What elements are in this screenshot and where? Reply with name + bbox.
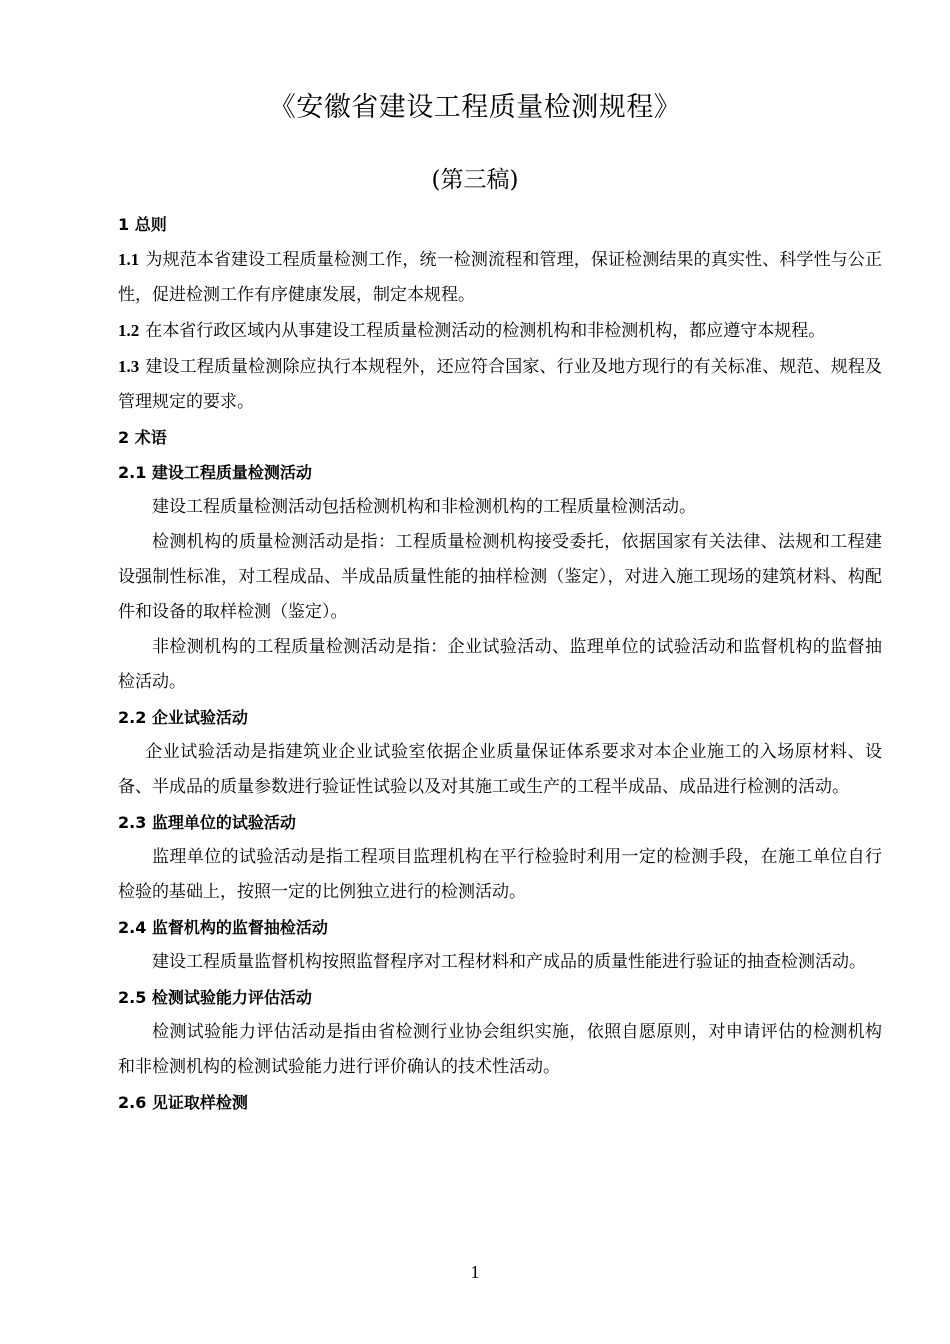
clause-1-2 bbox=[118, 313, 882, 349]
subsection-heading-2-4: 2.4 监督机构的监督抽检活动 bbox=[118, 918, 328, 937]
subsection-heading-2-6: 2.6 见证取样检测 bbox=[118, 1093, 248, 1112]
document-body bbox=[118, 207, 882, 1120]
section-heading-2: 2 术语 bbox=[118, 428, 167, 447]
clause-1-3 bbox=[118, 349, 882, 420]
clause-number: 1.2 bbox=[118, 321, 140, 340]
document-title: 《安徽省建设工程质量检测规程》 bbox=[268, 92, 682, 123]
page-number: 1 bbox=[470, 1262, 480, 1282]
subsection-heading-2-2: 2.2 企业试验活动 bbox=[118, 708, 248, 727]
clause-1-1 bbox=[118, 242, 882, 313]
clause-text: 为规范本省建设工程质量检测工作，统一检测流程和管理，保证检测结果的真实性、科学性与公正性，促进检测工作有序健康发展，制定本规程。 bbox=[118, 250, 882, 305]
document-subtitle: (第三稿) bbox=[431, 167, 519, 193]
clause-number: 1.1 bbox=[118, 250, 140, 269]
paragraph-2-1-c: 非检测机构的工程质量检测活动是指：企业试验活动、监理单位的试验活动和监督机构的监督抽检活动。 bbox=[118, 637, 882, 692]
paragraph-2-3: 监理单位的试验活动是指工程项目监理机构在平行检验时利用一定的检测手段，在施工单位自行检验的基础上，按照一定的比例独立进行的检测活动。 bbox=[118, 847, 882, 902]
paragraph-2-2: 企业试验活动是指建筑业企业试验室依据企业质量保证体系要求对本企业施工的入场原材料、设备、半成品的质量参数进行验证性试验以及对其施工或生产的工程半成品、成品进行检测的活动。 bbox=[118, 742, 882, 797]
section-heading-1: 1 总则 bbox=[118, 215, 167, 234]
subsection-heading-2-3: 2.3 监理单位的试验活动 bbox=[118, 813, 296, 832]
paragraph-2-1-b: 检测机构的质量检测活动是指：工程质量检测机构接受委托，依据国家有关法律、法规和工程建设强制性标准，对工程成品、半成品质量性能的抽样检测（鉴定），对进入施工现场的建筑材料、构配件和设备的取样检测（鉴定）。 bbox=[118, 532, 882, 622]
paragraph-2-5: 检测试验能力评估活动是指由省检测行业协会组织实施，依照自愿原则，对申请评估的检测机构和非检测机构的检测试验能力进行评价确认的技术性活动。 bbox=[118, 1022, 882, 1077]
subsection-heading-2-5: 2.5 检测试验能力评估活动 bbox=[118, 988, 312, 1007]
clause-number: 1.3 bbox=[118, 357, 140, 376]
subsection-heading-2-1: 2.1 建设工程质量检测活动 bbox=[118, 463, 312, 482]
paragraph-2-4: 建设工程质量监督机构按照监督程序对工程材料和产成品的质量性能进行验证的抽查检测活动。 bbox=[152, 952, 866, 972]
clause-text: 在本省行政区域内从事建设工程质量检测活动的检测机构和非检测机构，都应遵守本规程。 bbox=[145, 321, 826, 341]
clause-text: 建设工程质量检测除应执行本规程外，还应符合国家、行业及地方现行的有关标准、规范、规程及管理规定的要求。 bbox=[118, 357, 882, 412]
paragraph-2-1-a: 建设工程质量检测活动包括检测机构和非检测机构的工程质量检测活动。 bbox=[152, 497, 696, 517]
